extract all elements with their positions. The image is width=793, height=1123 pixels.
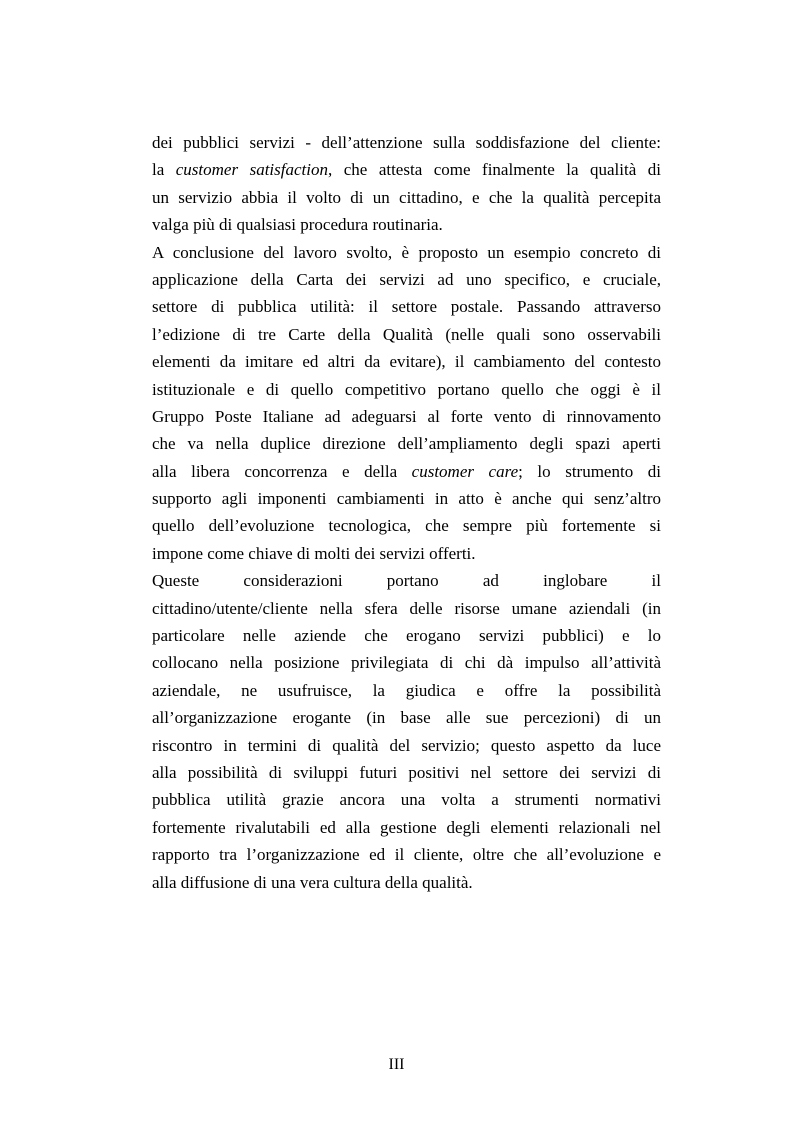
italic-term: customer care [411, 461, 519, 481]
text-span: quello dell’evoluzione tecnologica, che sempre più fortemente si [152, 516, 661, 536]
text-span: elementi da imitare ed altri da evitare), il cambiamento del contesto [152, 352, 661, 372]
text-line [152, 759, 661, 786]
text-span: Queste considerazioni portano ad inglobare il [152, 571, 661, 591]
text-line [152, 649, 661, 676]
text-line [152, 293, 661, 320]
text-span: istituzionale e di quello competitivo portano quello che oggi è il [152, 379, 661, 399]
text-span: A conclusione del lavoro svolto, è proposto un esempio concreto di [152, 242, 661, 262]
text-line [152, 156, 661, 183]
text-span: , che attesta come finalmente la qualità di [327, 160, 661, 180]
text-span: alla libera concorrenza e della [152, 461, 412, 481]
text-span: riscontro in termini di qualità del servizio; questo aspetto da luce [152, 735, 661, 755]
text-line [152, 211, 661, 238]
text-line [152, 814, 661, 841]
text-span: all’organizzazione erogante (in base alle sue percezioni) di un [152, 708, 661, 728]
text-span: applicazione della Carta dei servizi ad uno specifico, e cruciale, [152, 269, 661, 289]
text-line [152, 704, 661, 731]
text-span: alla diffusione di una vera cultura della qualità. [152, 872, 473, 892]
text-span: Gruppo Poste Italiane ad adeguarsi al forte vento di rinnovamento [152, 406, 661, 426]
text-span: fortemente rivalutabili ed alla gestione degli elementi relazionali nel [152, 817, 661, 837]
text-line [152, 239, 661, 266]
text-line [152, 266, 661, 293]
text-line [152, 869, 661, 896]
text-span: valga più di qualsiasi procedura routinaria. [152, 215, 443, 235]
text-line [152, 732, 661, 759]
text-span: cittadino/utente/cliente nella sfera delle risorse umane aziendali (in [152, 598, 661, 618]
text-span: aziendale, ne usufruisce, la giudica e offre la possibilità [152, 680, 661, 700]
text-line [152, 458, 661, 485]
text-span: ; lo strumento di [518, 461, 661, 481]
text-span: supporto agli imponenti cambiamenti in atto è anche qui senz’altro [152, 489, 661, 509]
text-line [152, 841, 661, 868]
text-line [152, 348, 661, 375]
text-span: particolare nelle aziende che erogano servizi pubblici) e lo [152, 626, 661, 646]
text-span: dei pubblici servizi - dell’attenzione sulla soddisfazione del cliente: [152, 133, 661, 152]
text-span: collocano nella posizione privilegiata di chi dà impulso all’attività [152, 653, 661, 673]
text-line [152, 376, 661, 403]
text-line [152, 129, 661, 156]
text-line [152, 512, 661, 539]
text-line [152, 184, 661, 211]
text-line [152, 567, 661, 594]
page-number: III [388, 1056, 405, 1073]
text-span: alla possibilità di sviluppi futuri positivi nel settore dei servizi di [152, 762, 661, 782]
text-line [152, 540, 661, 567]
text-line [152, 485, 661, 512]
text-line [152, 622, 661, 649]
text-span: l’edizione di tre Carte della Qualità (nelle quali sono osservabili [152, 324, 661, 344]
body-text [152, 129, 661, 896]
text-line [152, 786, 661, 813]
text-span: pubblica utilità grazie ancora una volta a strumenti normativi [152, 790, 661, 810]
text-span: settore di pubblica utilità: il settore postale. Passando attraverso [152, 297, 661, 317]
text-span: impone come chiave di molti dei servizi offerti. [152, 543, 476, 563]
text-line [152, 595, 661, 622]
text-line [152, 677, 661, 704]
text-span: rapporto tra l’organizzazione ed il cliente, oltre che all’evoluzione e [152, 845, 661, 865]
italic-term: customer satisfaction [175, 160, 328, 180]
text-line [152, 321, 661, 348]
text-span: che va nella duplice direzione dell’ampliamento degli spazi aperti [152, 434, 661, 454]
text-line [152, 430, 661, 457]
text-line [152, 403, 661, 430]
text-span: la [152, 160, 176, 180]
text-span: un servizio abbia il volto di un cittadino, e che la qualità percepita [152, 187, 661, 207]
